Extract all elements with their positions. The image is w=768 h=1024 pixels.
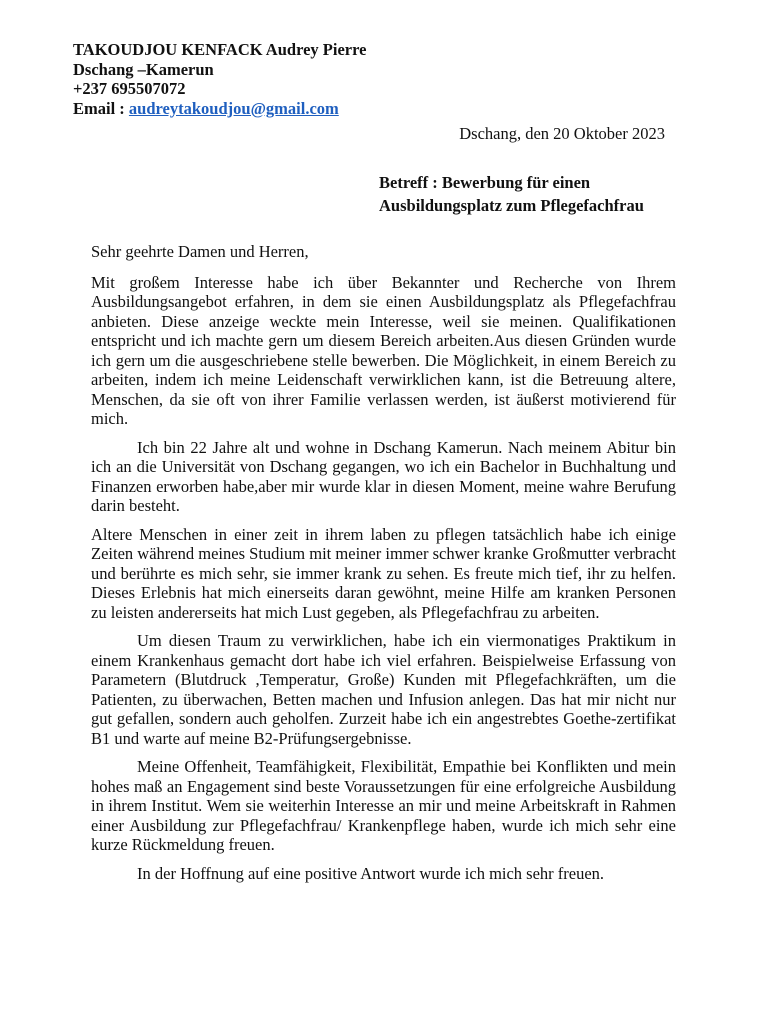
paragraph-personal-background: Ich bin 22 Jahre alt und wohne in Dschang Kamerun. Nach meinem Abitur bin ich an die Universität von Dschang gegangen, wo ich ein Bachelor in Buchhaltung und Finanzen erworben habe,aber mir wurde klar in diesen Moment, meine wahre Berufung darin besteht. (91, 437, 676, 515)
sender-name: TAKOUDJOU KENFACK Audrey Pierre (73, 40, 367, 59)
sender-location: Dschang –Kamerun (73, 59, 214, 79)
sender-email-link[interactable]: audreytakoudjou@gmail.com (128, 98, 339, 118)
sender-email-line (73, 99, 366, 119)
sender-phone: +237 695507072 (73, 79, 186, 98)
paragraph-closing: In der Hoffnung auf eine positive Antwort wurde ich mich sehr freuen. (137, 863, 605, 883)
subject-line-1: Betreff : Bewerbung für einen (379, 173, 591, 192)
subject-line-2: Ausbildungsplatz zum Pflegefachfrau (379, 196, 644, 215)
paragraph-qualities: Meine Offenheit, Teamfähigkeit, Flexibilität, Empathie bei Konflikten und mein hohes maß an Engagement sind beste Voraussetzungen für eine erfolgreiche Ausbildung in ihrem Institut. Wem sie weiterhin Interesse an mir und meine Arbeitskraft in Rahmen einer Ausbildung zur Pflegefachfrau/ Krankenpflege haben, wurde ich mich sehr eine kurze Rückmeldung freuen. (91, 757, 676, 854)
subject-block (379, 171, 644, 217)
sender-email-label: Email : (73, 98, 129, 118)
letter-body (91, 242, 676, 892)
paragraph-interest: Mit großem Interesse habe ich über Bekannter und Recherche von Ihrem Ausbildungsangebot erfahren, in dem sie einen Ausbildungsplatz als Pflegefachfrau anbieten. Diese anzeige weckte mein Interesse, weil sie meinen. Qualifikationen entspricht und ich machte gern um diesem Bereich arbeiten.Aus diesen Gründen wurde ich gern um die ausgeschriebene stelle bewerben. Die Möglichkeit, in einem Bereich zu arbeiten, indem ich meine Leidenschaft verwirklichen kann, ist die Betreuung altere, Menschen, da sie oft von ihrer Familie verlassen werden, ist äußerst motivierend für mich. (91, 272, 676, 428)
date-line: Dschang, den 20 Oktober 2023 (459, 124, 665, 143)
sender-block (73, 40, 366, 118)
paragraph-internship: Um diesen Traum zu verwirklichen, habe ich ein viermonatiges Praktikum in einem Krankenhaus gemacht dort habe ich viel erfahren. Beispielweise Erfassung von Parametern (Blutdruck ,Temperatur, Große) Kunden mit Pflegefachkräften, um die Patienten, zu überwachen, Betten machen und Infusion anlegen. Das hat mir nicht nur gut gefallen, sondern auch geholfen. Zurzeit habe ich ein angestrebtes Goethe-zertifikat B1 und warte auf meine B2-Prüfungsergebnisse. (91, 631, 676, 748)
salutation: Sehr geehrte Damen und Herren, (91, 242, 309, 261)
paragraph-motivation: Altere Menschen in einer zeit in ihrem laben zu pflegen tatsächlich habe ich einige Zeiten während meines Studium mit meiner immer schwer kranke Großmutter verbracht und berührte es mich sehr, sie immer krank zu sehen. Es freute mich tief, ihr zu helfen. Dieses Erlebnis hat mich einerseits daran gewöhnt, meine Hilfe am kranken Personen zu leisten andererseits hat mich Lust gegeben, als Pflegefachfrau zu arbeiten. (91, 524, 676, 622)
